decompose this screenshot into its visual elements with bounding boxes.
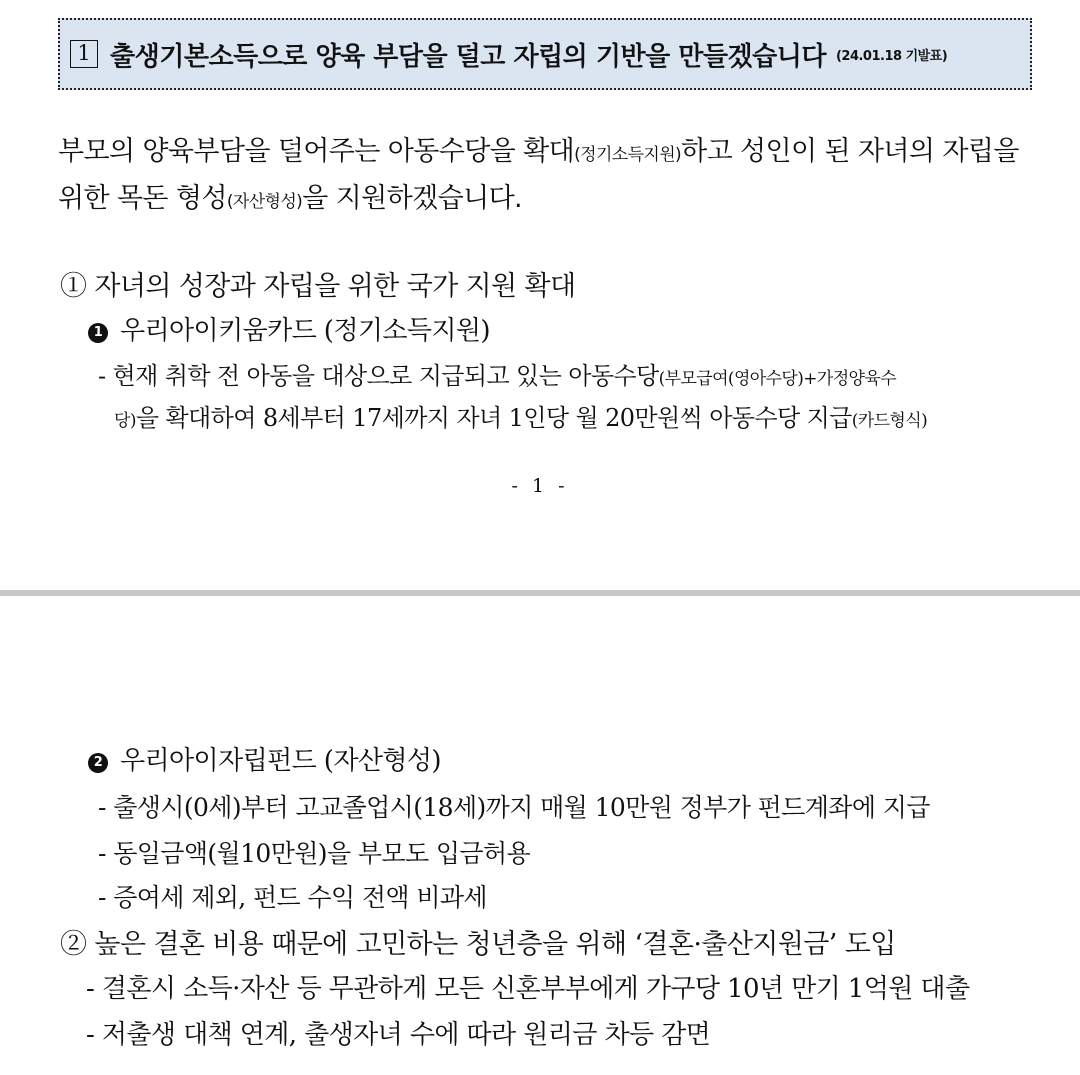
section-1-heading: ① 자녀의 성장과 자립을 위한 국가 지원 확대 — [60, 271, 576, 302]
item-2-label: 우리아이자립펀드 (자산형성) — [120, 746, 441, 776]
title-number-box: 1 — [70, 40, 98, 68]
item-2-detail-2: - 동일금액(월10만원)을 부모도 입금허용 — [98, 839, 531, 868]
item-1-detail-line-2 — [114, 398, 927, 433]
intro-text-1: 부모의 양육부담을 덜어주는 아동수당을 확대 — [58, 136, 575, 167]
item-2-detail-3: - 증여세 제외, 펀드 수익 전액 비과세 — [98, 883, 487, 912]
section-2-detail-1: - 결혼시 소득·자산 등 무관하게 모든 신혼부부에게 가구당 10년 만기 1억원 대출 — [86, 974, 970, 1004]
filled-circle-number-2: 2 — [88, 753, 108, 773]
item-1-detail-note-end: (카드형식) — [851, 411, 928, 431]
item-1-heading — [88, 310, 490, 347]
page-number: - 1 - — [511, 475, 569, 497]
section-title: 출생기본소득으로 양육 부담을 덜고 자립의 기반을 만들겠습니다 — [110, 41, 826, 72]
intro-paragraph — [58, 130, 1048, 224]
item-1-detail-note: (부모급여(영아수당)+가정양육수 — [658, 369, 897, 389]
item-1-label: 우리아이키움카드 (정기소득지원) — [120, 316, 490, 346]
item-1-detail-note-cont: 당) — [114, 411, 136, 431]
item-1-detail-text-2: 을 확대하여 8세부터 17세까지 자녀 1인당 월 20만원씩 아동수당 지급 — [135, 404, 852, 432]
document-page-2 — [0, 596, 1080, 1075]
title-date-note: (24.01.18 기발표) — [835, 48, 948, 64]
intro-text-3: 을 지원하겠습니다. — [302, 183, 523, 214]
intro-note-1: (정기소득지원) — [574, 145, 682, 165]
section-title-box — [58, 18, 1032, 90]
item-2-heading — [88, 740, 441, 777]
item-1-detail-text: - 현재 취학 전 아동을 대상으로 지급되고 있는 아동수당 — [98, 362, 659, 390]
intro-text-2: 하고 성인이 된 자녀의 자립을 위한 목돈 형성 — [58, 136, 1019, 214]
item-1-detail-line-1 — [98, 356, 896, 391]
item-2-detail-1: - 출생시(0세)부터 고교졸업시(18세)까지 매월 10만원 정부가 펀드계좌에 지급 — [98, 793, 930, 822]
intro-note-2: (자산형성) — [226, 192, 303, 212]
section-2-heading: ② 높은 결혼 비용 때문에 고민하는 청년층을 위해 ‘결혼·출산지원금’ 도입 — [60, 929, 896, 960]
filled-circle-number-1: 1 — [88, 323, 108, 343]
section-2-detail-2: - 저출생 대책 연계, 출생자녀 수에 따라 원리금 차등 감면 — [86, 1020, 711, 1050]
